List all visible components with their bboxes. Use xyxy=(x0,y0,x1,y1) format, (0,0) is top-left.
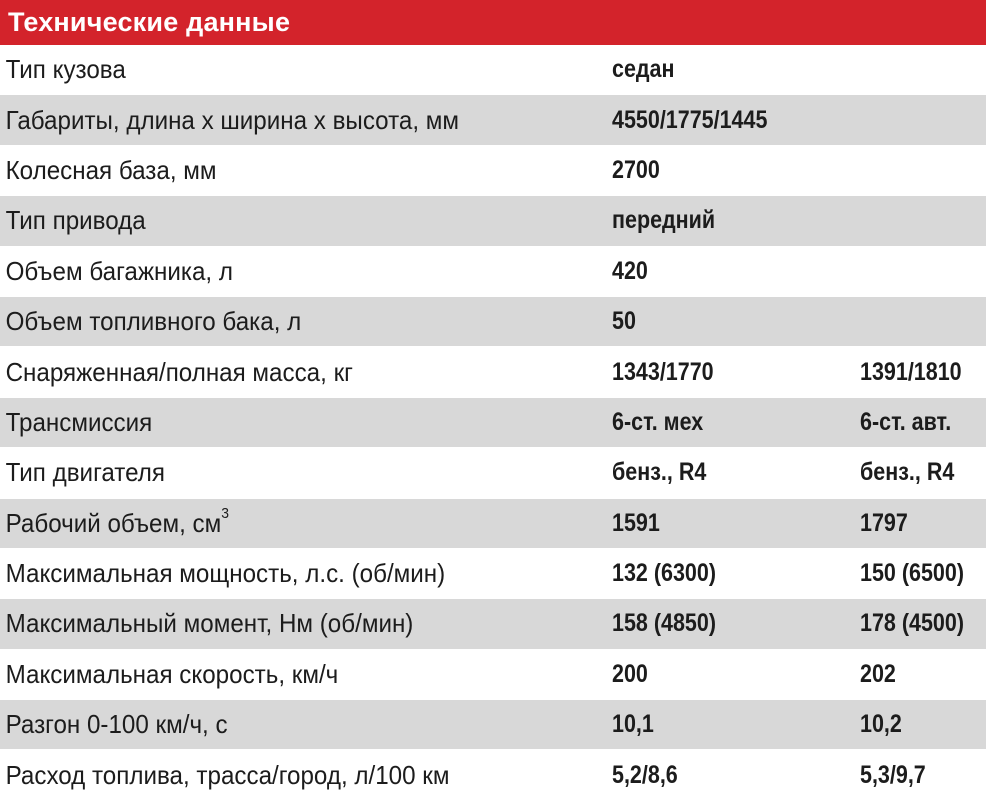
row-value-2: 1391/1810 xyxy=(860,357,962,386)
row-value-1: 158 (4850) xyxy=(612,609,717,638)
row-label xyxy=(0,306,569,337)
table-header xyxy=(0,0,986,45)
table-row xyxy=(0,750,986,800)
row-value-2: 178 (4500) xyxy=(860,609,965,638)
row-value-2: 202 xyxy=(860,659,896,688)
spec-rows xyxy=(0,45,986,801)
row-label xyxy=(0,205,569,236)
row-value-2: 5,3/9,7 xyxy=(860,760,926,789)
row-value-2: 6-ст. авт. xyxy=(860,407,952,436)
row-label-text: Расход топлива, трасса/город, л/100 км xyxy=(5,759,450,790)
row-label xyxy=(0,760,569,791)
row-label-text: Разгон 0-100 км/ч, с xyxy=(5,709,228,740)
row-value-1: 4550/1775/1445 xyxy=(612,105,768,134)
row-label xyxy=(0,659,569,690)
row-label-text: Трансмиссия xyxy=(5,406,153,437)
row-label-text: Тип привода xyxy=(5,205,146,236)
row-label xyxy=(0,357,569,388)
row-label-text: Снаряженная/полная масса, кг xyxy=(5,356,353,387)
row-label xyxy=(0,105,569,136)
row-label-text: Рабочий объем, см xyxy=(5,507,222,538)
table-row xyxy=(0,599,986,649)
table-row xyxy=(0,247,986,297)
row-label-text: Тип двигателя xyxy=(5,457,165,488)
row-label xyxy=(0,709,569,740)
row-label xyxy=(0,54,569,85)
row-value-1: 10,1 xyxy=(612,710,654,739)
row-value-1: 132 (6300) xyxy=(612,559,717,588)
row-label-text: Максимальная скорость, км/ч xyxy=(5,658,339,689)
table-row xyxy=(0,398,986,448)
row-label-text: Максимальный момент, Нм (об/мин) xyxy=(5,608,414,639)
row-label-text: Габариты, длина х ширина х высота, мм xyxy=(5,104,460,135)
row-value-1: 2700 xyxy=(612,155,660,184)
table-row xyxy=(0,700,986,750)
table-row xyxy=(0,549,986,599)
row-label-text: Тип кузова xyxy=(5,54,126,85)
table-row xyxy=(0,448,986,498)
row-value-2: 1797 xyxy=(860,508,908,537)
row-value-1: 200 xyxy=(612,659,648,688)
row-value-1: бенз., R4 xyxy=(612,458,707,487)
row-value-2: бенз., R4 xyxy=(860,458,955,487)
row-label-superscript: 3 xyxy=(221,505,230,523)
row-value-1: 420 xyxy=(612,256,648,285)
row-label xyxy=(0,505,569,539)
row-label xyxy=(0,558,569,589)
row-value-2: 150 (6500) xyxy=(860,559,965,588)
row-value-1: 5,2/8,6 xyxy=(612,760,678,789)
row-value-1: 50 xyxy=(612,307,636,336)
table-row xyxy=(0,297,986,347)
row-value-1: седан xyxy=(612,55,675,84)
row-label xyxy=(0,457,569,488)
table-row xyxy=(0,499,986,549)
table-row xyxy=(0,650,986,700)
table-row xyxy=(0,196,986,246)
row-label-text: Колесная база, мм xyxy=(5,154,217,185)
row-label-text: Максимальная мощность, л.с. (об/мин) xyxy=(5,558,446,589)
table-row xyxy=(0,45,986,95)
row-label xyxy=(0,155,569,186)
row-value-2: 10,2 xyxy=(860,710,902,739)
table-row xyxy=(0,95,986,145)
row-label-text: Объем багажника, л xyxy=(5,255,233,286)
table-title: Технические данные xyxy=(8,7,291,37)
table-row xyxy=(0,146,986,196)
row-value-1: передний xyxy=(612,206,716,235)
row-label xyxy=(0,608,569,639)
table-row xyxy=(0,347,986,397)
row-value-1: 6-ст. мех xyxy=(612,407,704,436)
row-value-1: 1591 xyxy=(612,508,660,537)
row-label-text: Объем топливного бака, л xyxy=(5,306,302,337)
row-label xyxy=(0,256,569,287)
row-label xyxy=(0,407,569,438)
row-value-1: 1343/1770 xyxy=(612,357,714,386)
